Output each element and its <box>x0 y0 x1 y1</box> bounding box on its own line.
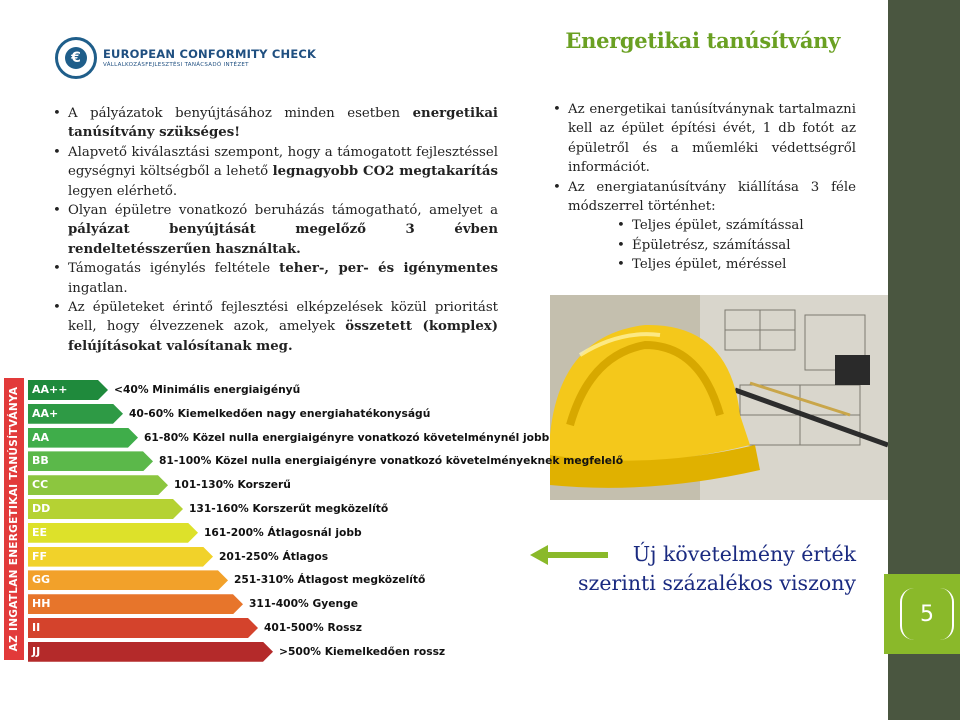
bullet-text: Alapvető kiválasztási szempont, hogy a támogatott fejlesztéssel egységnyi költségből a lehető <box>68 144 498 180</box>
energy-class-desc: Gyenge <box>312 597 358 611</box>
energy-class-range: 40-60% <box>129 406 174 420</box>
bullet-bold-text: teher-, per- és igénymentes <box>279 261 498 277</box>
right-bullet-text: Az energiatanúsítvány kiállítása 3 féle módszerrel történhet: <box>568 179 856 215</box>
energy-class-description <box>219 547 328 567</box>
energy-class-code: AA++ <box>32 383 68 396</box>
page-number: 5 <box>900 588 954 640</box>
bullet-text: Az épületeket érintő fejlesztési elképzelések közül prioritást kell, hogy élvezzenek azok, amelyek <box>68 300 498 335</box>
energy-class-range: <40% <box>114 383 149 396</box>
bullet-text: A pályázatok benyújtásához minden esetben <box>68 106 413 121</box>
energy-class-code: AA+ <box>32 406 59 420</box>
energy-class-description <box>129 404 430 424</box>
left-bullet <box>52 259 498 298</box>
bullet-bold-text: legnagyobb CO2 megtakarítás <box>272 164 498 180</box>
energy-bar-hh <box>28 594 243 614</box>
energy-class-description <box>249 594 358 614</box>
energy-class-code: HH <box>32 597 51 611</box>
energy-class-desc: Közel nulla energiaigényre vonatkozó követelménynél jobb <box>192 430 550 444</box>
left-bullet <box>52 143 498 201</box>
energy-class-desc: Átlagost megközelítő <box>297 573 426 587</box>
energy-class-desc: Korszerűt megközelítő <box>252 502 389 515</box>
method-item: • Teljes épület, számítással <box>616 216 856 235</box>
energy-class-range: 101-130% <box>174 478 234 492</box>
bullet-bold-text: összetett (komplex) felújításokat valósítanak meg. <box>68 319 499 354</box>
energy-bar-ee <box>28 523 198 543</box>
logo-name: EUROPEAN CONFORMITY CHECK <box>103 47 317 61</box>
euro-icon: € <box>65 47 87 69</box>
energy-class-code: FF <box>32 549 48 563</box>
left-bullet <box>52 298 498 356</box>
energy-class-description <box>279 642 445 662</box>
energy-class-range: 131-160% <box>189 502 249 515</box>
energy-class-desc: Korszerű <box>237 478 291 492</box>
energy-class-description <box>174 475 291 495</box>
logo-subtitle: VÁLLALKOZÁSFEJLESZTÉSI TANÁCSADÓ INTÉZET <box>103 62 249 68</box>
company-logo <box>55 37 317 85</box>
energy-class-desc: Minimális energiaigényű <box>152 383 301 396</box>
energy-bar-gg <box>28 570 228 590</box>
energy-side-label <box>4 378 24 660</box>
callout-text <box>578 540 856 598</box>
left-bullet <box>52 104 498 143</box>
energy-class-range: 251-310% <box>234 573 294 587</box>
energy-bar-ii <box>28 618 258 638</box>
energy-side-label-text: AZ INGATLAN ENERGETIKAI TANÚSÍTVÁNYA <box>8 386 20 652</box>
right-bullet-list <box>552 100 856 275</box>
bullet-bold-text: pályázat benyújtását megelőző 3 évben rendeltetésszerűen használtak. <box>68 222 498 257</box>
energy-class-description <box>114 380 300 400</box>
energy-bar-jj <box>28 642 273 662</box>
energy-bar-ff <box>28 547 213 567</box>
energy-class-code: EE <box>32 525 48 539</box>
method-list <box>568 216 856 274</box>
energy-class-desc: Rossz <box>327 621 363 634</box>
method-item: • Teljes épület, méréssel <box>616 255 856 274</box>
bullet-bold-text: energetikai tanúsítvány szükséges! <box>68 106 498 141</box>
method-item: • Épületrész, számítással <box>616 236 856 255</box>
callout-line-2: szerinti százalékos viszony <box>578 571 856 595</box>
left-bullet <box>52 201 498 259</box>
energy-class-description <box>189 499 388 519</box>
slide-title: Energetikai tanúsítvány <box>565 28 840 53</box>
energy-class-code: AA <box>32 430 50 444</box>
bullet-text: Támogatás igénylés feltétele <box>68 261 280 277</box>
left-bullet-list <box>52 104 498 356</box>
energy-class-desc: Közel nulla energiaigényre vonatkozó követelményeknek megfelelő <box>215 454 624 468</box>
right-bullet: • Az energetikai tanúsítványnak tartalmazni kell az épület építési évét, 1 db fotót az épületről és a műemléki védettségről információt. <box>552 100 856 178</box>
energy-class-description <box>234 570 425 590</box>
energy-bar-cc <box>28 475 168 495</box>
energy-class-description <box>264 618 362 638</box>
energy-class-description <box>144 428 549 448</box>
energy-class-code: JJ <box>32 644 41 658</box>
energy-class-code: GG <box>32 573 51 587</box>
right-bullet <box>552 178 856 275</box>
energy-class-desc: Kiemelkedően rossz <box>324 644 446 658</box>
energy-class-range: 201-250% <box>219 549 279 563</box>
energy-class-desc: Kiemelkedően nagy energiahatékonyságú <box>177 406 431 420</box>
bullet-text: legyen elérhető. <box>68 183 178 199</box>
energy-class-range: 81-100% <box>159 454 212 468</box>
energy-class-range: 161-200% <box>204 525 264 539</box>
energy-class-description <box>204 523 362 543</box>
bullet-text: ingatlan. <box>68 280 128 296</box>
callout-line-1: Új követelmény érték <box>632 542 856 566</box>
energy-class-range: 311-400% <box>249 597 309 611</box>
energy-class-code: DD <box>32 502 51 515</box>
energy-class-code: II <box>32 621 41 634</box>
energy-bar-dd <box>28 499 183 519</box>
logo-circle <box>55 37 97 79</box>
energy-class-desc: Átlagosnál jobb <box>267 525 362 539</box>
energy-class-range: 401-500% <box>264 621 324 634</box>
bullet-text: Olyan épületre vonatkozó beruházás támogatható, amelyet a <box>68 203 498 219</box>
energy-class-description <box>159 451 623 471</box>
energy-class-desc: Átlagos <box>282 549 329 563</box>
energy-class-range: 61-80% <box>144 430 189 444</box>
energy-class-code: CC <box>32 478 49 492</box>
energy-class-range: >500% <box>279 644 321 658</box>
energy-class-code: BB <box>32 454 49 468</box>
